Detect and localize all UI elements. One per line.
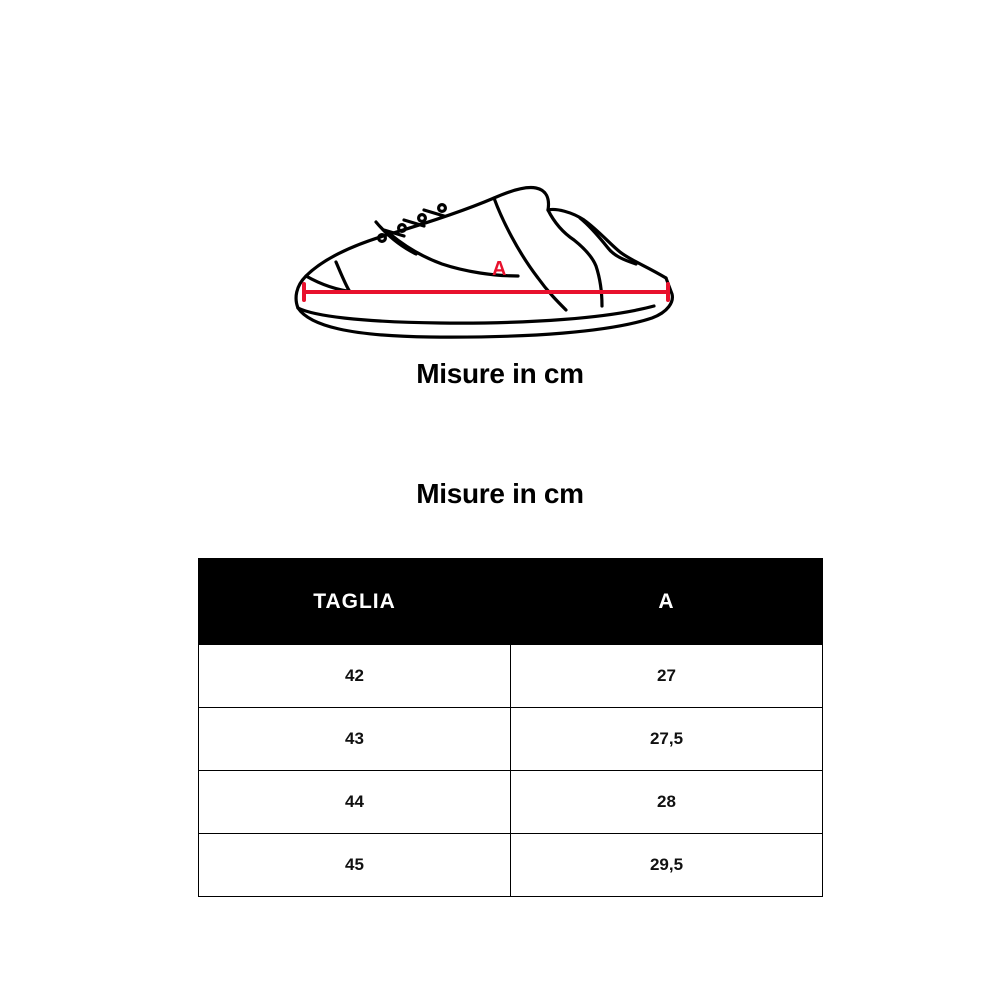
caption-primary: Misure in cm xyxy=(416,358,584,389)
cell-size: 45 xyxy=(199,834,511,897)
cell-a: 27,5 xyxy=(511,708,823,771)
table-row xyxy=(199,834,823,897)
table-header-row xyxy=(199,559,823,645)
column-header-size: TAGLIA xyxy=(199,559,511,645)
cell-a: 28 xyxy=(511,771,823,834)
table-row xyxy=(199,771,823,834)
column-header-a: A xyxy=(511,559,823,645)
shoe-diagram xyxy=(280,160,700,350)
size-table xyxy=(198,558,823,897)
table-header xyxy=(199,559,823,645)
table-body xyxy=(199,645,823,897)
measure-line-a xyxy=(304,284,668,300)
cell-size: 42 xyxy=(199,645,511,708)
table-row xyxy=(199,708,823,771)
sneaker-icon xyxy=(280,160,700,350)
measure-label-a: A xyxy=(492,258,507,280)
cell-size: 44 xyxy=(199,771,511,834)
caption-secondary: Misure in cm xyxy=(416,478,584,509)
cell-a: 29,5 xyxy=(511,834,823,897)
cell-size: 43 xyxy=(199,708,511,771)
cell-a: 27 xyxy=(511,645,823,708)
table-row xyxy=(199,645,823,708)
